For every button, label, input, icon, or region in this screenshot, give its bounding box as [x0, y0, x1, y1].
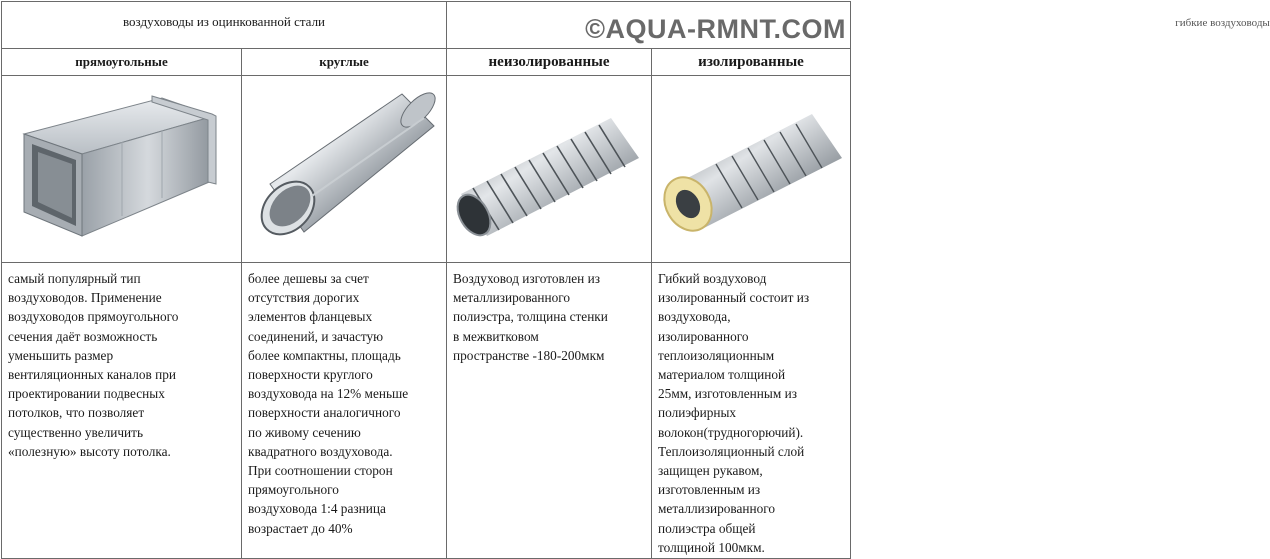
group-header-flexible-label: гибкие воздуховоды	[1175, 17, 1270, 29]
group-header-steel-label: воздуховоды из оцинкованной стали	[123, 14, 326, 29]
duct-comparison-table	[1, 1, 1270, 559]
description-uninsulated-text: Воздуховод изготовлен из металлизированного полиэстра, толщина стенки в межвитковом пространстве -180-200мкм	[453, 271, 608, 363]
watermark: ©AQUA-RMNT.COM	[585, 14, 846, 44]
rectangular-duct-image	[2, 76, 242, 263]
description-insulated	[652, 263, 851, 559]
description-insulated-text: Гибкий воздуховод изолированный состоит из воздуховода, изолированного теплоизоляционным материалом толщиной 25мм, изготовленным из полиэфирных волокон(трудногорючий). Теплоизоляционный слой защищен рукавом, изготовленным из металлизированного полиэстра общей толщиной 100мкм.	[658, 271, 810, 555]
description-rectangular	[2, 263, 242, 559]
group-header-steel	[2, 2, 447, 49]
description-uninsulated	[447, 263, 652, 559]
uninsulated-flex-duct-image	[447, 76, 652, 263]
description-rectangular-text: самый популярный тип воздуховодов. Применение воздуховодов прямоугольного сечения даёт возможность уменьшить размер вентиляционных каналов при проектировании подвесных потолков, что позволяет существенно увеличить «полезную» высоту потолка.	[8, 271, 179, 459]
description-round-text: более дешевы за счет отсутствия дорогих элементов фланцевых соединений, и зачастую более компактны, площадь поверхности круглого воздуховода на 12% меньше поверхности аналогичного по живому сечению квадратного воздуховода. При соотношении сторон прямоугольного воздуховода 1:4 разница возрастает до 40%	[248, 271, 409, 536]
column-header-uninsulated: неизолированные	[447, 49, 652, 76]
description-round	[242, 263, 447, 559]
round-duct-image	[242, 76, 447, 263]
column-header-insulated: изолированные	[652, 49, 851, 76]
column-header-round: круглые	[242, 49, 447, 76]
insulated-flex-duct-image	[652, 76, 851, 263]
column-header-rectangular: прямоугольные	[2, 49, 242, 76]
